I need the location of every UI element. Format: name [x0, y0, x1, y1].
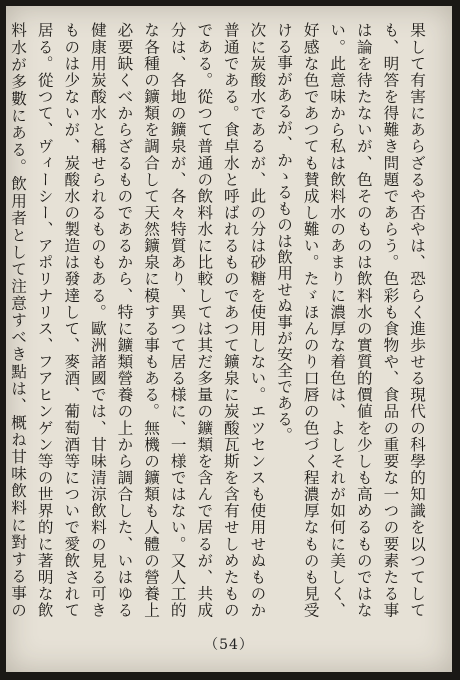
book-page [6, 6, 452, 672]
paragraph: 果して有害にあらざるや否やは、恐らく進歩せる現代の科學的知識を以つてしても、明答を得難き問題であらう。色彩も食物や、食品の重要な一つの要素たる事は論を待たないが、色そのものは飲料水の實質的價値を少しも高めるものではない。此意味から私は飲料水のあまりに濃厚な着色は、よしそれが如何に美しく、好感な色であつても賛成し難い。たゞほんのり口唇の色づく程濃厚なものも見受ける事があるが、かゝるものは飲用せぬ事が安全である。 [275, 22, 426, 618]
body-text [9, 22, 430, 618]
page-number: （54） [204, 637, 254, 653]
paragraph: 次に炭酸水であるが、此の分は砂糖を使用しない。エツセンスも使用せぬものか普通である。食卓水と呼ばれるものであつて鑛泉に炭酸瓦斯を含有せしめたものである。從つて普通の飲料水に比較しては其だ多量の鑛類を含んで居るが、共成分は、各地の鑛泉が、各々特質あり、異つて居る様に、一様ではない。又人工的な各種の鑛類を調合して天然鑛泉に模する事もある。無機の鑛類も人體の營養上必要缺くべからざるものであるから、特に鑛類營養の上から調合した、いはゆる健康用炭酸水と稱せられるものもある。歐洲諸國では、甘味清涼飲料の見る可きものは少ないが、炭酸水の製造は發達して、麥酒、葡萄酒等についで愛飲されて居る。從つて、ヴィーシー、アポリナリス、フアヒンゲン等の世界的に著明な飲料水が多數にある。飲用者として注意すべき點は、概ね甘味飲料に對する事の [9, 22, 267, 618]
